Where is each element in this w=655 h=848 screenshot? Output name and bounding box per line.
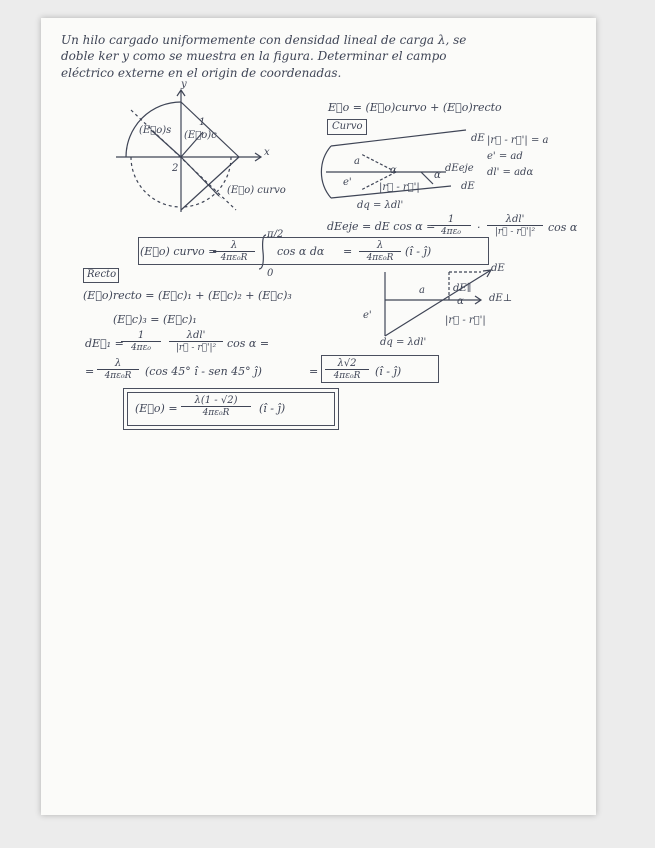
step-trig-vector: (cos 45° î - sen 45° ĵ) [145,365,262,378]
final-result-vector: (î - ĵ) [259,402,286,415]
figure-recto-geometry [381,263,511,346]
de1-lhs: dE⃗₁ = [85,337,124,350]
deje-equation-lhs: dEeje = dE cos α = [327,220,436,233]
arc-length-label: e' [343,177,352,188]
fig3-a-label: a [419,285,425,296]
angle-alpha-right-label: α [434,170,441,181]
seg-field-label: (E⃗o)s [139,125,172,136]
step-equals-lead: = [85,365,95,378]
de1-fraction-1-den: 4πε₀ [130,343,152,353]
relation-arc: e' = ad [487,151,523,162]
recto-symmetry-equation: (E⃗c)₃ = (E⃗c)₁ [113,313,197,326]
problem-line-2: doble ker y como se muestra en la figura. Determinar el campo [61,49,447,63]
integral-upper-limit: π/2 [267,229,284,240]
curvo-fraction-den: 4πε₀R [220,253,248,263]
step-fraction-den: 4πε₀R [104,371,132,381]
step-fraction-num: λ [97,358,139,370]
final-result-fraction [181,395,251,418]
point-1-label: 1 [199,117,206,128]
axis-x-label: x [264,147,270,158]
charge-element-label: dq = λdl' [357,200,404,211]
final-result-den: 4πε₀R [202,408,230,418]
deje-fraction-1-num: 1 [431,214,471,226]
problem-line-1: Un hilo cargado uniformemente con densidad lineal de carga λ, se [61,33,467,47]
step-result-num: λ√2 [325,358,369,370]
de1-fraction-2 [169,330,223,353]
curvo-fraction-num: λ [213,240,255,252]
total-field-equation: E⃗o = (E⃗o)curvo + (E⃗o)recto [328,101,502,114]
deje-fraction-2 [487,214,543,237]
de-lower-label: dE [461,181,475,192]
recto-sum-equation: (E⃗o)recto = (E⃗c)₁ + (E⃗c)₂ + (E⃗c)₃ [83,289,292,302]
relation-r-equals-a: |r⃗ - r⃗'| = a [487,135,549,146]
de1-fraction-1 [121,330,161,353]
curvo-integral-lhs: (E⃗o) curvo = [140,245,218,258]
de1-fraction-1-num: 1 [121,330,161,342]
deje-cos-alpha: cos α [548,221,578,234]
angle-alpha-label: α [390,165,397,176]
fig3-e-label: e' [363,310,372,321]
point-2-label: 2 [172,163,179,174]
deje-dot: · [477,221,481,234]
fig3-r-distance-label: |r⃗ - r⃗'| [445,315,486,326]
axis-y-label: y [181,79,187,90]
integral-integrand: cos α dα [277,245,325,258]
fig3-de-label: dE [491,263,505,274]
step-result-den: 4πε₀R [333,371,361,381]
curvo-section-label: Curvo [332,121,363,132]
relation-dl: dl' = adα [487,167,534,178]
curvo-result-box [138,237,489,265]
de1-cos-tail: cos α = [227,337,270,350]
curvo-result-num: λ [359,240,401,252]
curve-field-label: (E⃗o) curvo [227,185,286,196]
step-result-vector: (î - ĵ) [375,365,402,378]
figure-geometry [111,79,271,222]
de1-fraction-2-den: |r⃗ - r⃗'|² [175,343,217,353]
curvo-result-vector: (î - ĵ) [405,245,432,258]
step-fraction [97,358,139,381]
notebook-page [41,18,596,815]
problem-line-3: eléctrico externe en el origin de coordenadas. [61,66,342,80]
final-result-lhs: (E⃗o) = [135,402,178,415]
final-result-num: λ(1 - √2) [181,395,251,407]
step-equals: = [309,365,319,378]
step-result-fraction [325,358,369,381]
de1-fraction-2-num: λdl' [169,330,223,342]
deje-fraction-2-den: |r⃗ - r⃗'|² [494,227,536,237]
curvo-result-den: 4πε₀R [366,253,394,263]
recto-section-box [83,268,119,283]
fig3-charge-element-label: dq = λdl' [380,337,427,348]
de-axis-label: dEeje [445,163,474,174]
r-distance-label: |r⃗ - r⃗'| [379,182,420,193]
fig3-de-parallel-label: dE∥ [453,283,472,294]
deje-fraction-1-den: 4πε₀ [440,227,462,237]
curvo-section-box [327,119,367,135]
fig3-alpha-label: α [457,296,464,307]
arc-field-label: (E⃗o)c [184,130,217,141]
curvo-result-fraction [359,240,401,263]
deje-fraction-2-num: λdl' [487,214,543,226]
recto-section-label: Recto [87,269,117,280]
de-vector-label: dE [471,133,485,144]
fig3-de-perp-label: dE⊥ [489,293,513,304]
radius-a-label: a [354,156,360,167]
integral-lower-limit: 0 [267,268,274,279]
curvo-equals: = [343,245,353,258]
deje-fraction-1 [431,214,471,237]
